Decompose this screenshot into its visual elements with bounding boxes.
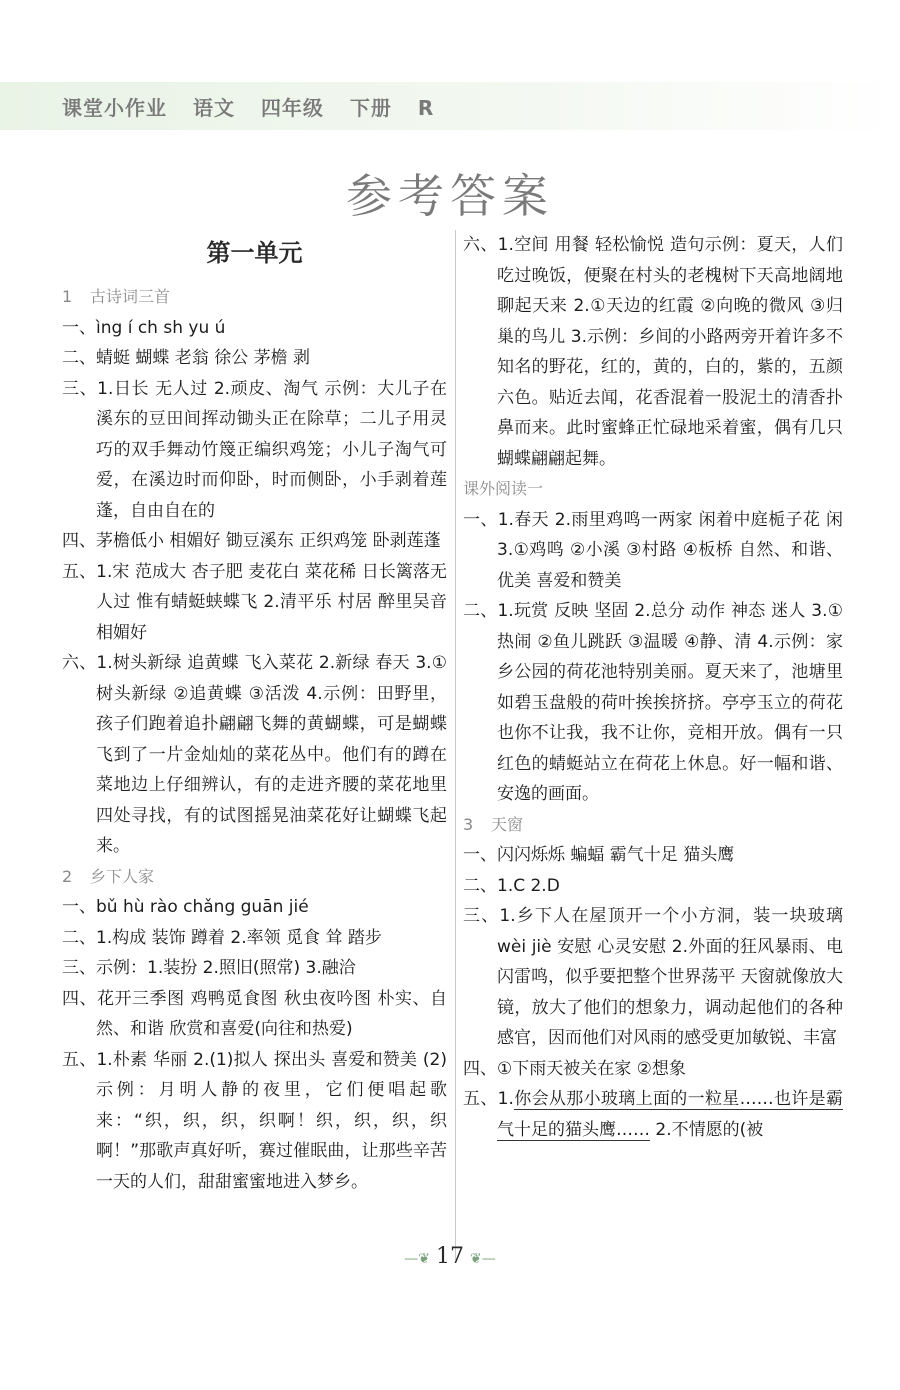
answer-line: 二、蜻蜓 蝴蝶 老翁 徐公 茅檐 剥: [62, 348, 311, 368]
section-name: 天窗: [491, 814, 524, 834]
answer-line: 三、示例：1.装扮 2.照旧(照常) 3.融洽: [62, 958, 356, 978]
edition-mark: R: [417, 96, 435, 120]
answer-line: [463, 1084, 843, 1145]
answer-line: 四、花开三季图 鸡鸭觅食图 秋虫夜吟图 朴实、自然、和谐 欣赏和喜爱(向往和热爱): [62, 988, 447, 1039]
answer-line: 五、1.朴素 华丽 2.(1)拟人 探出头 喜爱和赞美 (2)示例：月明人静的夜里，它们便唱起歌来：“织，织，织，织啊！织，织，织，织啊！”那歌声真好听，赛过催眠曲，让那些辛苦一天的人们，甜甜蜜蜜地进入梦乡。: [62, 1049, 447, 1192]
unit-title: 第一单元: [206, 239, 303, 267]
underlined-answer: 你会从那小玻璃上面的一粒星……也许是霸气十足的猫头鹰……: [497, 1089, 843, 1140]
answer-prefix: 五、1.: [463, 1089, 514, 1109]
page-title: 参考答案: [346, 169, 554, 223]
volume-name: 下册: [349, 96, 392, 120]
answer-line: 一、1.春天 2.雨里鸡鸣一两家 闲着中庭栀子花 闲 3.①鸡鸣 ②小溪 ③村路 ④板桥 自然、和谐、优美 喜爱和赞美: [463, 509, 843, 591]
answer-line: 五、1.宋 范成大 杏子肥 麦花白 菜花稀 日长篱落无人过 惟有蜻蜓蛱蝶飞 2.清平乐 村居 醉里吴音相媚好: [62, 561, 447, 643]
subject-name: 语文: [192, 96, 235, 120]
section-label-reading: 课外阅读一: [463, 479, 544, 498]
column-divider: [455, 230, 456, 1260]
section-number: 3: [463, 814, 474, 834]
answer-line: 三、1.日长 无人过 2.顽皮、淘气 示例：大儿子在溪东的豆田间挥动锄头正在除草；二儿子用灵巧的双手舞动竹篾正编织鸡笼；小儿子淘气可爱，在溪边时而仰卧，时而侧卧，小手剥着莲蓬，自由自在的: [62, 378, 447, 521]
answer-line: 一、闪闪烁烁 蝙蝠 霸气十足 猫头鹰: [463, 845, 735, 865]
answer-line: 四、①下雨天被关在家 ②想象: [463, 1058, 686, 1079]
section-label-2: [62, 862, 447, 893]
grade-name: 四年级: [260, 96, 324, 120]
series-name: 课堂小作业: [62, 96, 167, 120]
answer-line: 六、1.空间 用餐 轻松愉悦 造句示例：夏天，人们吃过晚饭，便聚在村头的老槐树下天高地阔地聊起天来 2.①天边的红霞 ②向晚的微风 ③归巢的鸟儿 3.示例：乡间的小路两旁开着许多不知名的野花，红的，黄的，白的，紫的，五颜六色。贴近去闻，花香混着一股泥土的清香扑鼻而来。此时蜜蜂正忙碌地采着蜜，偶有几只蝴蝶翩翩起舞。: [463, 235, 843, 469]
answer-line: 二、1.玩赏 反映 坚固 2.总分 动作 神态 迷人 3.①热闹 ②鱼儿跳跃 ③温暖 ④静、清 4.示例：家乡公园的荷花池特别美丽。夏天来了，池塘里如碧玉盘般的荷叶挨挨挤挤。亭亭玉立的荷花也你不让我，我不让你，竞相开放。偶有一只红色的蜻蜓站立在荷花上休息。好一幅和谐、安逸的画面。: [463, 601, 843, 804]
running-header: [62, 92, 452, 121]
right-column: [463, 230, 843, 1145]
section-name: 乡下人家: [90, 866, 155, 886]
answer-line: 六、1.树头新绿 追黄蝶 飞入菜花 2.新绿 春天 3.①树头新绿 ②追黄蝶 ③活泼 4.示例：田野里，孩子们跑着追扑翩翩飞舞的黄蝴蝶，可是蝴蝶飞到了一片金灿灿的菜花丛中。他们有的蹲在菜地边上仔细辨认，有的走进齐腰的菜花地里四处寻找，有的试图摇晃油菜花好让蝴蝶飞起来。: [62, 653, 447, 856]
answer-line: 二、1.C 2.D: [463, 875, 560, 896]
left-column: [62, 230, 447, 1197]
section-label-1: [62, 282, 447, 313]
answer-line: 一、ìng í ch sh yu ú: [62, 317, 226, 338]
section-number: 1: [62, 287, 73, 306]
page-number: [0, 1244, 900, 1269]
answer-line: 三、1.乡下人在屋顶开一个小方洞，装一块玻璃 wèi jiè 安慰 心灵安慰 2.外面的狂风暴雨、电闪雷鸣，似乎要把整个世界荡平 天窗就像放大镜，放大了他们的想象力，调动起他们的各种感官，因而他们对风雨的感受更加敏锐、丰富: [463, 906, 843, 1048]
leaf-ornament-icon: —❦: [404, 1251, 430, 1267]
answer-suffix: 2.不情愿的(被: [650, 1119, 764, 1140]
section-name: 古诗词三首: [90, 287, 171, 306]
leaf-ornament-icon: ❦—: [470, 1251, 496, 1267]
answer-line: 二、1.构成 装饰 蹲着 2.率领 觅食 耸 踏步: [62, 927, 382, 948]
section-label-3: [463, 810, 843, 841]
page-number-value: 17: [436, 1244, 464, 1269]
section-number: 2: [62, 866, 73, 886]
answer-line: 一、bǔ hù rào chǎng guān jié: [62, 897, 309, 917]
answer-line: 四、茅檐低小 相媚好 锄豆溪东 正织鸡笼 卧剥莲蓬: [62, 531, 441, 551]
